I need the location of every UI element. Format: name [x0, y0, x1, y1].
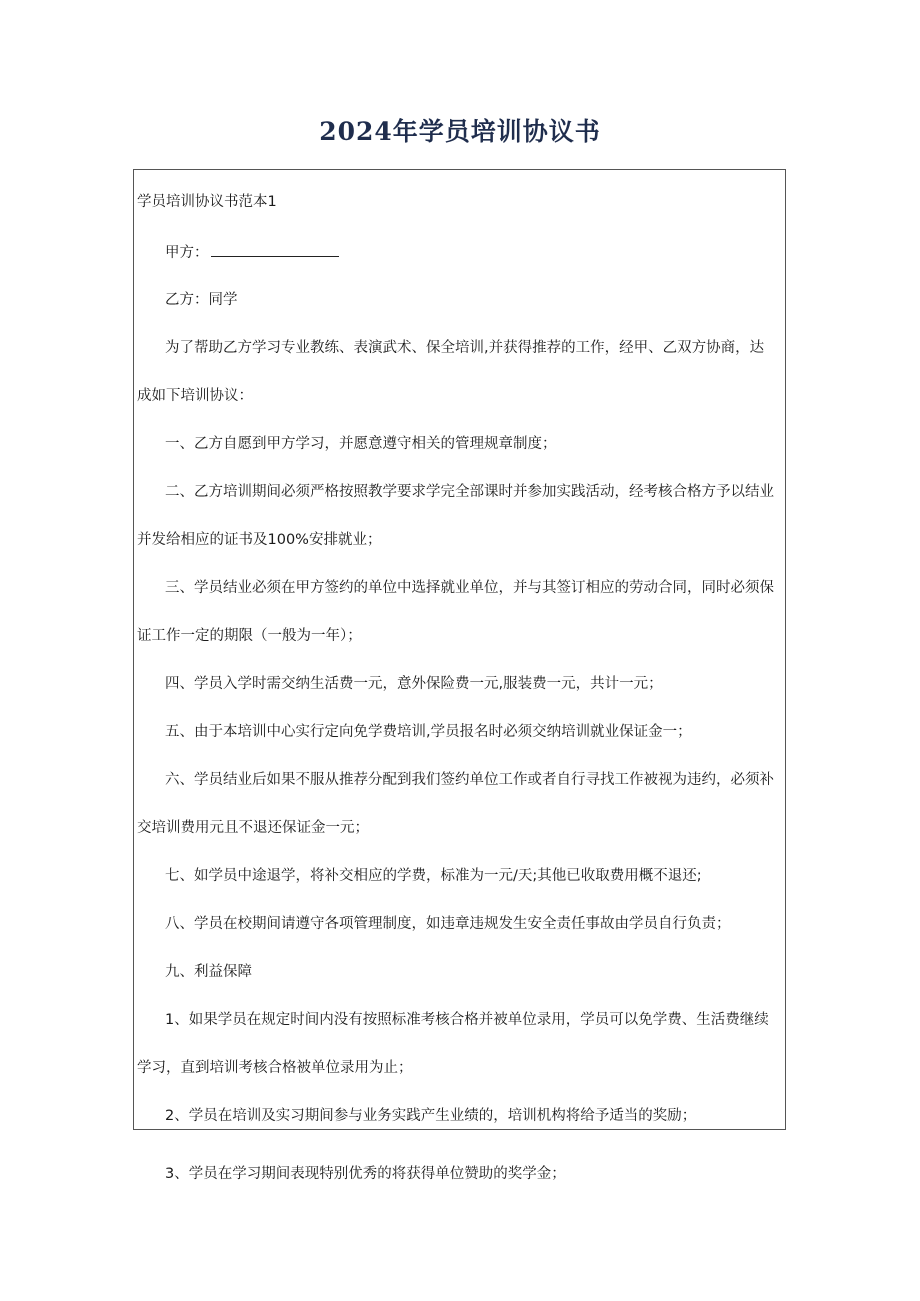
- intro-text: 为了帮助乙方学习专业教练、表演武术、保全培训,并获得推荐的工作，经甲、乙双方协商，达: [165, 340, 765, 356]
- document-frame: [133, 169, 786, 1130]
- clause-1: 一、乙方自愿到甲方学习，并愿意遵守相关的管理规章制度；: [165, 436, 557, 452]
- clause-6: 六、学员结业后如果不服从推荐分配到我们签约单位工作或者自行寻找工作被视为违约，必须补: [165, 772, 774, 788]
- clause-2: 二、乙方培训期间必须严格按照教学要求学完全部课时并参加实践活动，经考核合格方予以结业: [165, 484, 774, 500]
- benefit-item-3: 3、学员在学习期间表现特别优秀的将获得单位赞助的奖学金；: [165, 1166, 566, 1182]
- benefit-item-1: 1、如果学员在规定时间内没有按照标准考核合格并被单位录用，学员可以免学费、生活费继续: [165, 1012, 769, 1028]
- clause-8: 八、学员在校期间请遵守各项管理制度，如违章违规发生安全责任事故由学员自行负责；: [165, 916, 731, 932]
- document-title: 2024年学员培训协议书: [319, 117, 601, 146]
- benefit-item-2: 2、学员在培训及实习期间参与业务实践产生业绩的，培训机构将给予适当的奖励；: [165, 1108, 697, 1124]
- agreement-heading: 学员培训协议书范本1: [137, 194, 277, 210]
- clause-3: 三、学员结业必须在甲方签约的单位中选择就业单位，并与其签订相应的劳动合同，同时必须保: [165, 580, 774, 596]
- party-a-label: 甲方：: [165, 245, 209, 261]
- clause-5: 五、由于本培训中心实行定向免学费培训,学员报名时必须交纳培训就业保证金一；: [165, 724, 692, 740]
- party-a-line: [165, 242, 339, 263]
- clause-7: 七、如学员中途退学，将补交相应的学费，标准为一元/天;其他已收取费用概不退还;: [165, 868, 702, 884]
- party-b-line: 乙方：同学: [165, 292, 238, 308]
- clause-3-continued: 证工作一定的期限（一般为一年）；: [137, 628, 362, 644]
- clause-4: 四、学员入学时需交纳生活费一元，意外保险费一元,服装费一元，共计一元；: [165, 676, 663, 692]
- clause-2-continued: 并发给相应的证书及100%安排就业；: [137, 532, 382, 548]
- party-a-blank: [211, 242, 339, 257]
- benefit-item-1-continued: 学习，直到培训考核合格被单位录用为止；: [137, 1060, 413, 1076]
- clause-6-continued: 交培训费用元且不退还保证金一元；: [137, 820, 369, 836]
- clause-9: 九、利益保障: [165, 964, 252, 980]
- intro-text-continued: 成如下培训协议：: [137, 388, 253, 404]
